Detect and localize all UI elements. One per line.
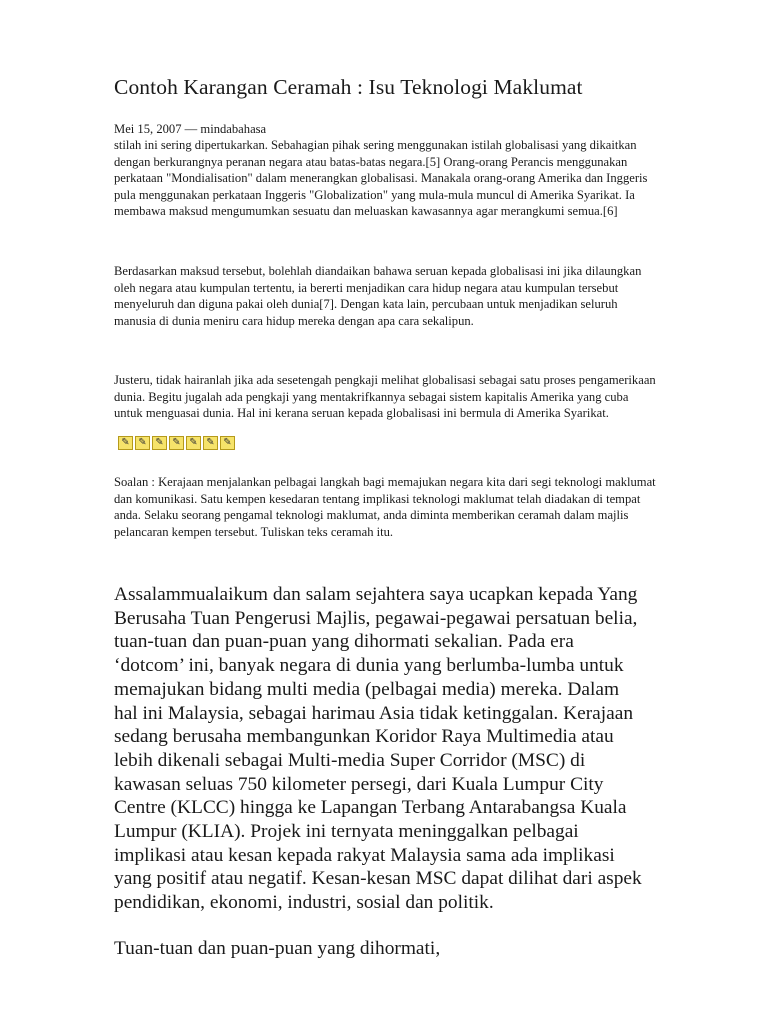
rating-icon[interactable]: ✎ [169,436,184,450]
paragraph-2: Berdasarkan maksud tersebut, bolehlah diandaikan bahawa seruan kepada globalisasi ini jika dilaungkan oleh negara atau kumpulan tertentu, ia bererti menjadikan cara hidup negara atau kumpulan tersebut menyeluruh dan diguna pakai oleh dunia[7]. Dengan kata lain, percubaan untuk menjadikan seluruh manusia di dunia meniru cara hidup mereka dengan apa cara sekalipun. [114,264,642,328]
page-title: Contoh Karangan Ceramah : Isu Teknologi Maklumat [114,75,583,99]
speech-greeting: Tuan-tuan dan puan-puan yang dihormati, [114,938,441,959]
question-paragraph: Soalan : Kerajaan menjalankan pelbagai langkah bagi memajukan negara kita dari segi teknologi maklumat dan komunikasi. Satu kempen kesedaran tentang implikasi teknologi maklumat telah diadakan di tempat anda. Selaku seorang pengamal teknologi maklumat, anda diminta memberikan ceramah dalam majlis pelancaran kempen tersebut. Tuliskan teks ceramah itu. [114,475,656,539]
speech-paragraph: Assalammualaikum dan salam sejahtera saya ucapkan kepada Yang Berusaha Tuan Pengerusi Majlis, pegawai-pegawai persatuan belia, tuan-tuan dan puan-puan yang dihormati sekalian. Pada era ‘dotcom’ ini, banyak negara di dunia yang berlumba-lumba untuk memajukan bidang multi media (pelbagai media) mereka. Dalam hal ini Malaysia, sebagai harimau Asia tidak ketinggalan. Kerajaan sedang berusaha membangunkan Koridor Raya Multimedia atau lebih dikenali sebagai Multi-media Super Corridor (MSC) di kawasan seluas 750 kilometer persegi, dari Kuala Lumpur City Centre (KLCC) hingga ke Lapangan Terbang Antarabangsa Kuala Lumpur (KLIA). Projek ini ternyata meninggalkan pelbagai implikasi atau kesan kepada rakyat Malaysia sama ada implikasi yang positif atau negatif. Kesan-kesan MSC dapat dilihat dari aspek pendidikan, ekonomi, industri, sosial dan politik. [114,584,642,914]
rating-icon[interactable]: ✎ [118,436,133,450]
rating-icon[interactable]: ✎ [135,436,150,450]
paragraph-1: stilah ini sering dipertukarkan. Sebahagian pihak sering menggunakan istilah globalisasi yang dikaitkan dengan berkurangnya peranan negara atau batas-batas negara.[5] Orang-orang Perancis menggunakan perkataan "Mondialisation" dalam menerangkan globalisasi. Manakala orang-orang Amerika dan Inggeris pula menggunakan perkataan Inggeris "Globalization" yang mula-mula muncul di Amerika Syarikat. Ia membawa maksud mengumumkan sesuatu dan meluaskan kawasannya agar merangkumi semua.[6] [114,138,648,219]
rating-icon[interactable]: ✎ [220,436,235,450]
rating-icon[interactable]: ✎ [203,436,218,450]
rating-icon[interactable]: ✎ [152,436,167,450]
rating-icon[interactable]: ✎ [186,436,201,450]
post-meta: Mei 15, 2007 — mindabahasa [114,122,267,136]
paragraph-3: Justeru, tidak hairanlah jika ada sesetengah pengkaji melihat globalisasi sebagai satu proses pengamerikaan dunia. Begitu jugalah ada pengkaji yang mentakrifkannya sebagai sistem kapitalis Amerika yang cuba untuk menguasai dunia. Hal ini kerana seruan kepada globalisasi ini bermula di Amerika Syarikat. [114,373,656,421]
rating-icons[interactable] [118,436,235,450]
